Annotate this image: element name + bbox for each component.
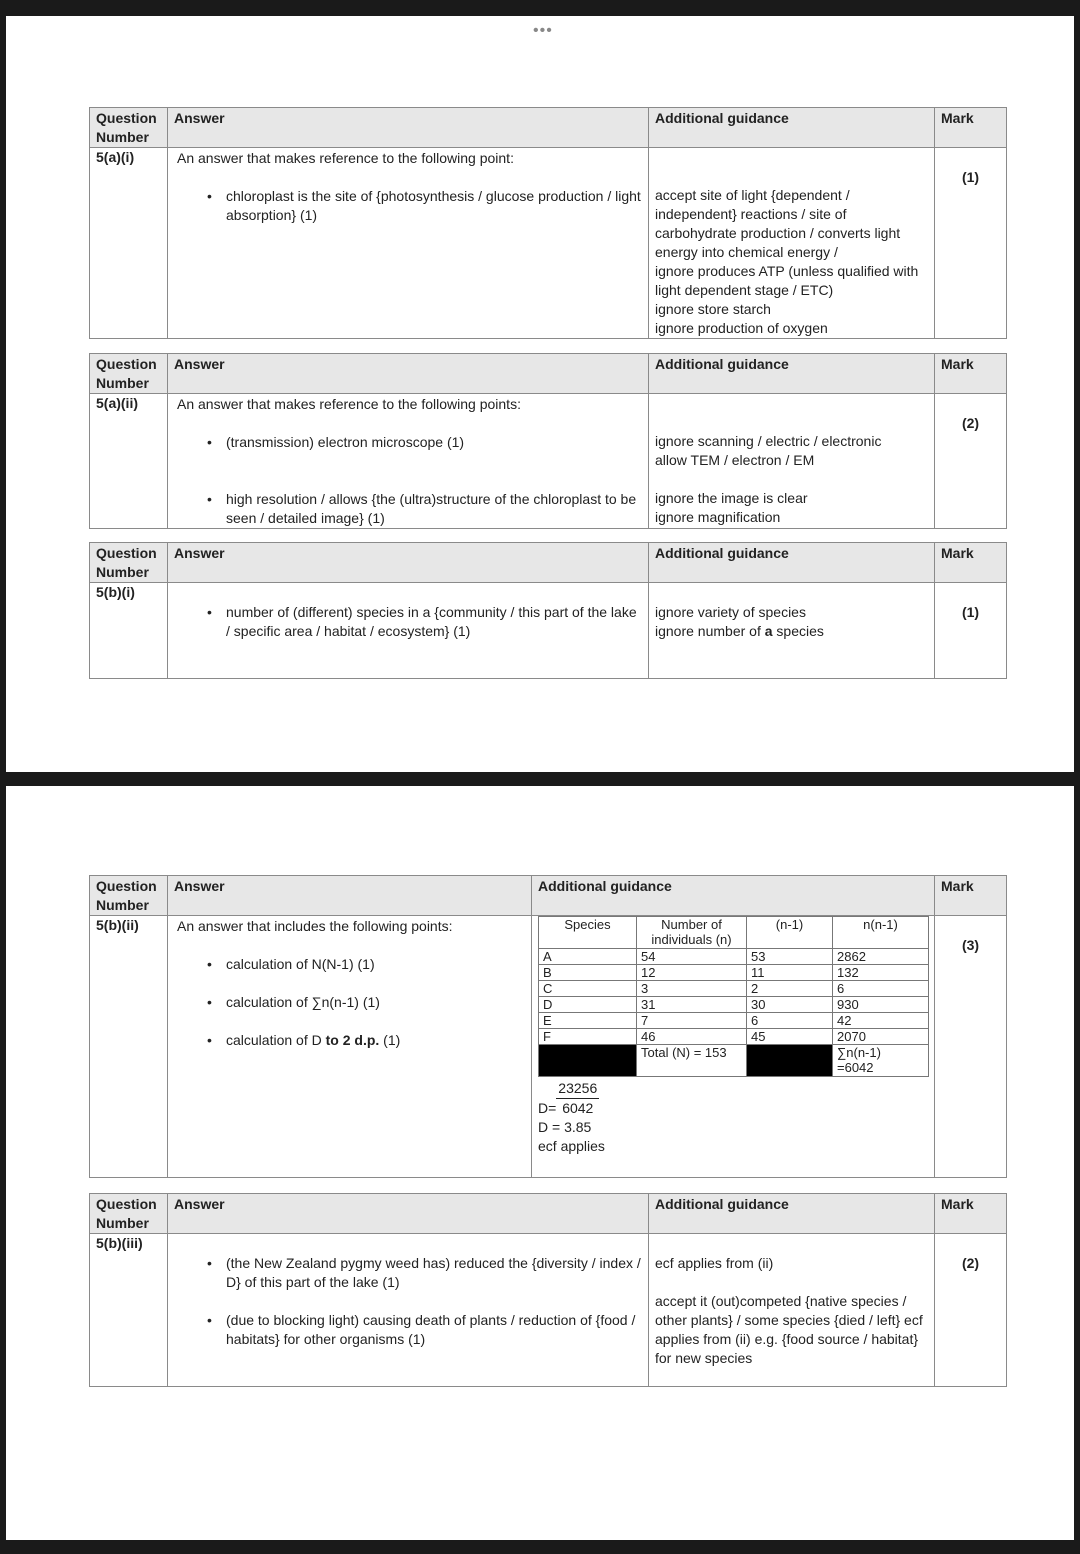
header-mark: Mark [935,108,1007,148]
header-additional-guidance: Additional guidance [649,108,935,148]
answer-text: calculation of D [226,1032,326,1048]
n-times-n-minus-1-header: n(n-1) [833,917,929,949]
question-number: 5(b)(ii) [90,916,168,1178]
species-cell: A [539,949,637,965]
product-cell: 42 [833,1013,929,1029]
guidance-line: accept it (out)competed {native species / other plants} / some species {died / left} ecf applies from (ii) e.g. {food source / habitat} for new species [655,1293,923,1366]
mark-value: (2) [961,1255,980,1271]
species-row [539,949,929,965]
answer-bold-text: to 2 d.p. [325,1032,380,1048]
guidance-line: ignore store starch [655,301,771,317]
answer-cell [168,394,649,529]
product-cell: 2862 [833,949,929,965]
individuals-header: Number of individuals (n) [637,917,747,949]
answer-cell [168,1234,649,1387]
individuals-cell: 3 [637,981,747,997]
total-sum-value: =6042 [837,1060,874,1075]
answer-point: • calculation of ∑n(n-1) (1) [174,993,525,1012]
answer-cell [168,148,649,339]
header-mark: Mark [935,543,1007,583]
species-row [539,1029,929,1045]
product-cell: 6 [833,981,929,997]
species-row [539,981,929,997]
guidance-line: accept site of light {dependent / independent} reactions / site of carbohydrate production / converts light energy into chemical energy / [655,187,901,260]
guidance-text: ignore number of [655,623,765,639]
header-question-number: Question Number [90,354,168,394]
header-question-number: Question Number [90,543,168,583]
guidance-line: ecf applies from (ii) [655,1255,774,1271]
blacked-out-cell [747,1045,833,1077]
species-cell: D [539,997,637,1013]
header-question-number: Question Number [90,876,168,916]
n-minus-1-cell: 2 [747,981,833,997]
total-n-cell: Total (N) = 153 [637,1045,747,1077]
header-mark: Mark [935,354,1007,394]
n-minus-1-cell: 6 [747,1013,833,1029]
guidance-line: allow TEM / electron / EM [655,452,815,468]
header-answer: Answer [168,108,649,148]
header-additional-guidance: Additional guidance [649,1194,935,1234]
d-label: D= [538,1100,557,1116]
mark-value: (1) [961,169,980,185]
answer-point: • (due to blocking light) causing death of plants / reduction of {food / habitats} for other organisms (1) [174,1311,642,1349]
answer-points [174,1254,642,1349]
total-sum-label: ∑n(n-1) [837,1045,881,1060]
header-additional-guidance: Additional guidance [532,876,935,916]
species-table [538,916,929,1077]
mark-value: (3) [961,937,980,953]
answer-point: • high resolution / allows {the (ultra)structure of the chloroplast to be seen / detailed image} (1) [174,490,642,528]
individuals-cell: 54 [637,949,747,965]
guidance-line: ignore magnification [655,509,781,525]
answer-point: • calculation of N(N-1) (1) [174,955,525,974]
header-mark: Mark [935,876,1007,916]
diversity-calculation [538,1079,928,1118]
guidance-cell [532,916,935,1178]
mark-scheme-page-1 [6,16,1074,772]
question-table-5ai [89,107,1007,339]
species-row [539,1013,929,1029]
blacked-out-cell [539,1045,637,1077]
product-cell: 2070 [833,1029,929,1045]
answer-intro: An answer that makes reference to the following points: [177,396,521,412]
d-result: D = 3.85 [538,1119,592,1135]
guidance-line: ignore produces ATP (unless qualified with light dependent stage / ETC) [655,263,919,298]
n-minus-1-header: (n-1) [747,917,833,949]
guidance-cell [649,1234,935,1387]
d-denominator: 6042 [562,1100,594,1116]
answer-point: • (the New Zealand pygmy weed has) reduced the {diversity / index / D} of this part of the lake (1) [174,1254,642,1292]
guidance-text: species [772,623,824,639]
guidance-cell [649,394,935,529]
guidance-bold-text: a [764,623,773,639]
answer-intro: An answer that includes the following points: [177,918,453,934]
answer-point: • number of (different) species in a {community / this part of the lake / specific area / habitat / ecosystem} (1) [174,603,642,641]
answer-point: • chloroplast is the site of {photosynthesis / glucose production / light absorption} (1) [174,187,642,225]
guidance-line [655,622,928,641]
guidance-line: ignore variety of species [655,604,806,620]
question-table-5bii [89,875,1007,1178]
answer-points [174,603,642,641]
individuals-cell: 12 [637,965,747,981]
species-cell: B [539,965,637,981]
header-question-number: Question Number [90,108,168,148]
header-additional-guidance: Additional guidance [649,543,935,583]
question-table-5aii [89,353,1007,529]
header-question-number: Question Number [90,1194,168,1234]
question-number: 5(a)(ii) [90,394,168,529]
answer-point: • (transmission) electron microscope (1) [174,433,642,452]
d-numerator: 23256 [556,1079,599,1099]
header-mark: Mark [935,1194,1007,1234]
question-number: 5(b)(i) [90,583,168,679]
mark-value: (2) [961,415,980,431]
guidance-cell [649,148,935,339]
n-minus-1-cell: 45 [747,1029,833,1045]
n-minus-1-cell: 11 [747,965,833,981]
header-answer: Answer [168,1194,649,1234]
header-answer: Answer [168,354,649,394]
question-table-5biii [89,1193,1007,1387]
d-fraction [556,1079,599,1118]
guidance-line: ignore scanning / electric / electronic [655,433,882,449]
n-minus-1-cell: 53 [747,949,833,965]
header-additional-guidance: Additional guidance [649,354,935,394]
question-number: 5(a)(i) [90,148,168,339]
answer-cell [168,583,649,679]
ecf-note: ecf applies [538,1138,605,1154]
mark-value: (1) [961,604,980,620]
species-header: Species [539,917,637,949]
product-cell: 930 [833,997,929,1013]
species-cell: F [539,1029,637,1045]
species-cell: E [539,1013,637,1029]
answer-points [174,187,642,225]
species-row [539,997,929,1013]
question-number: 5(b)(iii) [90,1234,168,1387]
species-cell: C [539,981,637,997]
answer-points [174,433,642,528]
guidance-cell [649,583,935,679]
mark-cell [935,1234,1007,1387]
guidance-line: ignore the image is clear [655,490,808,506]
individuals-cell: 46 [637,1029,747,1045]
header-answer: Answer [168,876,532,916]
mark-cell [935,583,1007,679]
totals-row [539,1045,929,1077]
answer-text: (1) [379,1032,401,1048]
answer-cell [168,916,532,1178]
answer-points [174,955,525,1050]
mark-cell [935,394,1007,529]
guidance-line: ignore production of oxygen [655,320,828,336]
total-sum-cell [833,1045,929,1077]
species-row [539,965,929,981]
mark-cell [935,148,1007,339]
header-answer: Answer [168,543,649,583]
answer-intro: An answer that makes reference to the following point: [177,150,514,166]
answer-point [174,1031,525,1050]
mark-scheme-page-2 [6,786,1074,1540]
mark-cell [935,916,1007,1178]
n-minus-1-cell: 30 [747,997,833,1013]
individuals-cell: 7 [637,1013,747,1029]
product-cell: 132 [833,965,929,981]
question-table-5bi [89,542,1007,679]
individuals-cell: 31 [637,997,747,1013]
page-grip-dots: ••• [533,22,553,39]
